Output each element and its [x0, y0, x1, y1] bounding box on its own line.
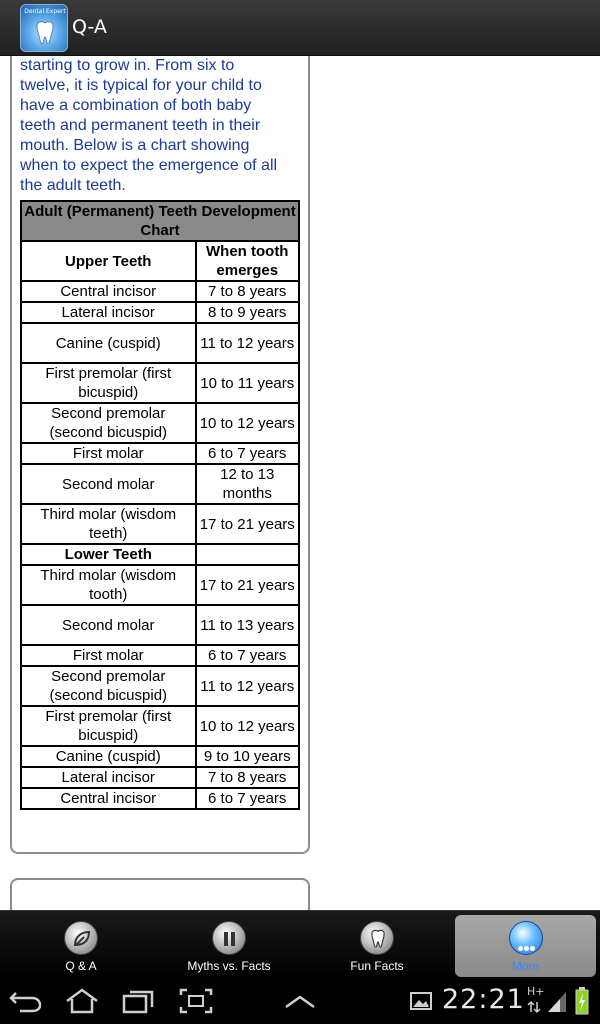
- intro-line: teeth and permanent teeth in their: [20, 117, 261, 134]
- intro-line: when to expect the emergence of all: [20, 157, 278, 174]
- recent-apps-icon[interactable]: [120, 987, 156, 1015]
- intro-line: have a combination of both baby: [20, 97, 252, 114]
- table-row: [21, 281, 299, 302]
- content-scroll-area[interactable]: [0, 56, 600, 910]
- table-row: [21, 605, 299, 645]
- status-clock: 22:21: [442, 984, 525, 1015]
- battery-icon: [574, 986, 590, 1016]
- tab-label: Q & A: [65, 959, 97, 973]
- emerges-cell: 17 to 21 years: [196, 565, 300, 605]
- next-article-card: [10, 878, 310, 910]
- table-caption: Adult (Permanent) Teeth Development Chart: [21, 201, 299, 241]
- tooth-cell: Lateral incisor: [21, 302, 196, 323]
- intro-line: starting to grow in. From six to: [20, 57, 235, 74]
- table-subheader-row: [21, 544, 299, 565]
- chevron-up-icon[interactable]: [282, 987, 318, 1015]
- emerges-cell: 8 to 9 years: [196, 302, 300, 323]
- column-header-when-emerges: When tooth emerges: [196, 241, 300, 281]
- lower-teeth-header: Lower Teeth: [21, 544, 196, 565]
- screenshot-icon[interactable]: [178, 987, 214, 1015]
- table-row: [21, 504, 299, 544]
- table-row: [21, 746, 299, 767]
- teeth-development-table: [20, 200, 300, 810]
- home-icon[interactable]: [64, 987, 100, 1015]
- intro-line: mouth. Below is a chart showing: [20, 137, 250, 154]
- tooth-cell: Third molar (wisdom teeth): [21, 504, 196, 544]
- empty-cell: [196, 544, 300, 565]
- tooth-cell: Central incisor: [21, 788, 196, 809]
- book-icon: [212, 921, 246, 955]
- tooth-cell: Canine (cuspid): [21, 323, 196, 363]
- tooth-cell: Second premolar (second bicuspid): [21, 666, 196, 706]
- tooth-cell: First molar: [21, 443, 196, 464]
- table-row: [21, 403, 299, 443]
- signal-strength-icon: [546, 988, 568, 1014]
- table-row: [21, 443, 299, 464]
- table-row: [21, 767, 299, 788]
- tooth-cell: Central incisor: [21, 281, 196, 302]
- intro-paragraph: [20, 56, 304, 196]
- tab-label: Fun Facts: [350, 959, 404, 973]
- table-row: [21, 363, 299, 403]
- emerges-cell: 7 to 8 years: [196, 767, 300, 788]
- column-header-upper-teeth: Upper Teeth: [21, 241, 196, 281]
- tooth-icon: [360, 921, 394, 955]
- table-row: [21, 302, 299, 323]
- app-logo[interactable]: [20, 4, 68, 52]
- table-row: [21, 706, 299, 746]
- tooth-cell: Lateral incisor: [21, 767, 196, 788]
- table-header-row: [21, 241, 299, 281]
- intro-line: twelve, it is typical for your child to: [20, 77, 262, 94]
- tab-fun-facts[interactable]: [302, 911, 452, 979]
- emerges-cell: 11 to 12 years: [196, 323, 300, 363]
- emerges-cell: 11 to 13 years: [196, 605, 300, 645]
- emerges-cell: 10 to 11 years: [196, 363, 300, 403]
- emerges-cell: 6 to 7 years: [196, 443, 300, 464]
- tab-more[interactable]: [455, 915, 596, 977]
- emerges-cell: 7 to 8 years: [196, 281, 300, 302]
- emerges-cell: 9 to 10 years: [196, 746, 300, 767]
- emerges-cell: 6 to 7 years: [196, 645, 300, 666]
- table-row: [21, 323, 299, 363]
- network-type-label: H+: [527, 985, 545, 998]
- page-title: Q-A: [72, 16, 107, 38]
- table-row: [21, 565, 299, 605]
- tab-q-and-a[interactable]: [6, 911, 156, 979]
- tooth-cell: Second molar: [21, 605, 196, 645]
- intro-line: the adult teeth.: [20, 177, 126, 194]
- tooth-cell: First molar: [21, 645, 196, 666]
- table-row: [21, 788, 299, 809]
- table-caption-row: [21, 201, 299, 241]
- system-nav-bar: [0, 978, 600, 1024]
- table-row: [21, 464, 299, 504]
- app-logo-caption: Dental Expert: [24, 8, 66, 15]
- tooth-logo-icon: [35, 20, 55, 46]
- bottom-tab-bar: [0, 910, 600, 978]
- emerges-cell: 12 to 13 months: [196, 464, 300, 504]
- emerges-cell: 6 to 7 years: [196, 788, 300, 809]
- tooth-cell: First premolar (first bicuspid): [21, 706, 196, 746]
- back-icon[interactable]: [8, 987, 44, 1015]
- tab-myths-vs-facts[interactable]: [154, 911, 304, 979]
- tab-label: More: [511, 959, 540, 973]
- tooth-cell: Third molar (wisdom tooth): [21, 565, 196, 605]
- emerges-cell: 11 to 12 years: [196, 666, 300, 706]
- emerges-cell: 10 to 12 years: [196, 403, 300, 443]
- tooth-cell: Second molar: [21, 464, 196, 504]
- tooth-cell: Canine (cuspid): [21, 746, 196, 767]
- tooth-cell: First premolar (first bicuspid): [21, 363, 196, 403]
- leaf-icon: [64, 921, 98, 955]
- more-dots-icon: [509, 921, 543, 955]
- emerges-cell: 17 to 21 years: [196, 504, 300, 544]
- table-row: [21, 666, 299, 706]
- table-row: [21, 645, 299, 666]
- tab-label: Myths vs. Facts: [187, 959, 271, 973]
- gallery-notification-icon: [408, 987, 434, 1015]
- action-bar: [0, 0, 600, 56]
- data-arrows-icon: [527, 1000, 541, 1014]
- tooth-cell: Second premolar (second bicuspid): [21, 403, 196, 443]
- emerges-cell: 10 to 12 years: [196, 706, 300, 746]
